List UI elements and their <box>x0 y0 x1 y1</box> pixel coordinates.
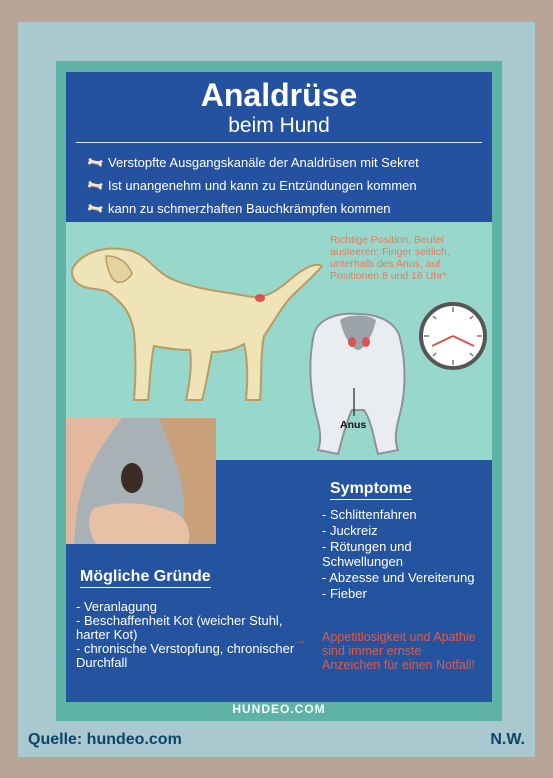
bullet-text: Ist unangenehm und kann zu Entzündungen kommen <box>108 178 417 193</box>
list-item: - Schlittenfahren <box>322 507 417 522</box>
bullet-list <box>85 151 488 220</box>
dog-rear-illustration <box>300 310 416 460</box>
list-item: - Juckreiz <box>322 523 378 538</box>
poster-title: Analdrüse <box>200 77 358 113</box>
reasons-heading: Mögliche Gründe <box>80 568 211 588</box>
list-item: - Rötungen und Schwellungen <box>322 539 412 569</box>
position-note: Richtige Position, Beutel ausleeren: Finger seitlich, unterhalb des Anus, auf Positionen 8 und 16 Uhr*. <box>330 234 450 282</box>
list-item: - Abzesse und Vereiterung <box>322 570 475 585</box>
bone-icon: 🦴 <box>85 175 106 196</box>
anus-label: Anus <box>340 419 367 431</box>
arrow-right-icon: → <box>294 633 306 647</box>
poster-subtitle: beim Hund <box>228 114 330 137</box>
symptom-list <box>322 507 482 602</box>
source-label: Quelle: hundeo.com <box>28 731 182 748</box>
symptoms-heading: Symptome <box>330 480 412 500</box>
dog-illustration <box>66 238 326 403</box>
warning-text: Appetitlosigkeit und Apathie sind immer ernste Anzeichen für einen Notfall! <box>322 630 476 672</box>
bullet-item <box>85 197 488 220</box>
bullet-text: Verstopfte Ausgangskanäle der Analdrüsen mit Sekret <box>108 155 419 170</box>
bullet-item <box>85 151 488 174</box>
list-item: - Beschaffenheit Kot (weicher Stuhl, harter Kot) <box>76 613 283 642</box>
bullet-item <box>85 174 488 197</box>
header-divider <box>76 142 482 143</box>
bone-icon: 🦴 <box>85 152 106 173</box>
gland-photo <box>66 418 216 544</box>
list-item: - Veranlagung <box>76 599 157 614</box>
brand-logo: HUNDEO.COM <box>232 702 326 716</box>
bone-icon: 🦴 <box>85 198 106 219</box>
list-item: - Fieber <box>322 586 367 601</box>
list-item: - chronische Verstopfung, chronischer Durchfall <box>76 641 295 670</box>
clock-icon <box>417 300 489 372</box>
author-label: N.W. <box>490 731 525 748</box>
reason-list <box>76 600 296 670</box>
bullet-text: kann zu schmerzhaften Bauchkrämpfen kommen <box>108 201 391 216</box>
